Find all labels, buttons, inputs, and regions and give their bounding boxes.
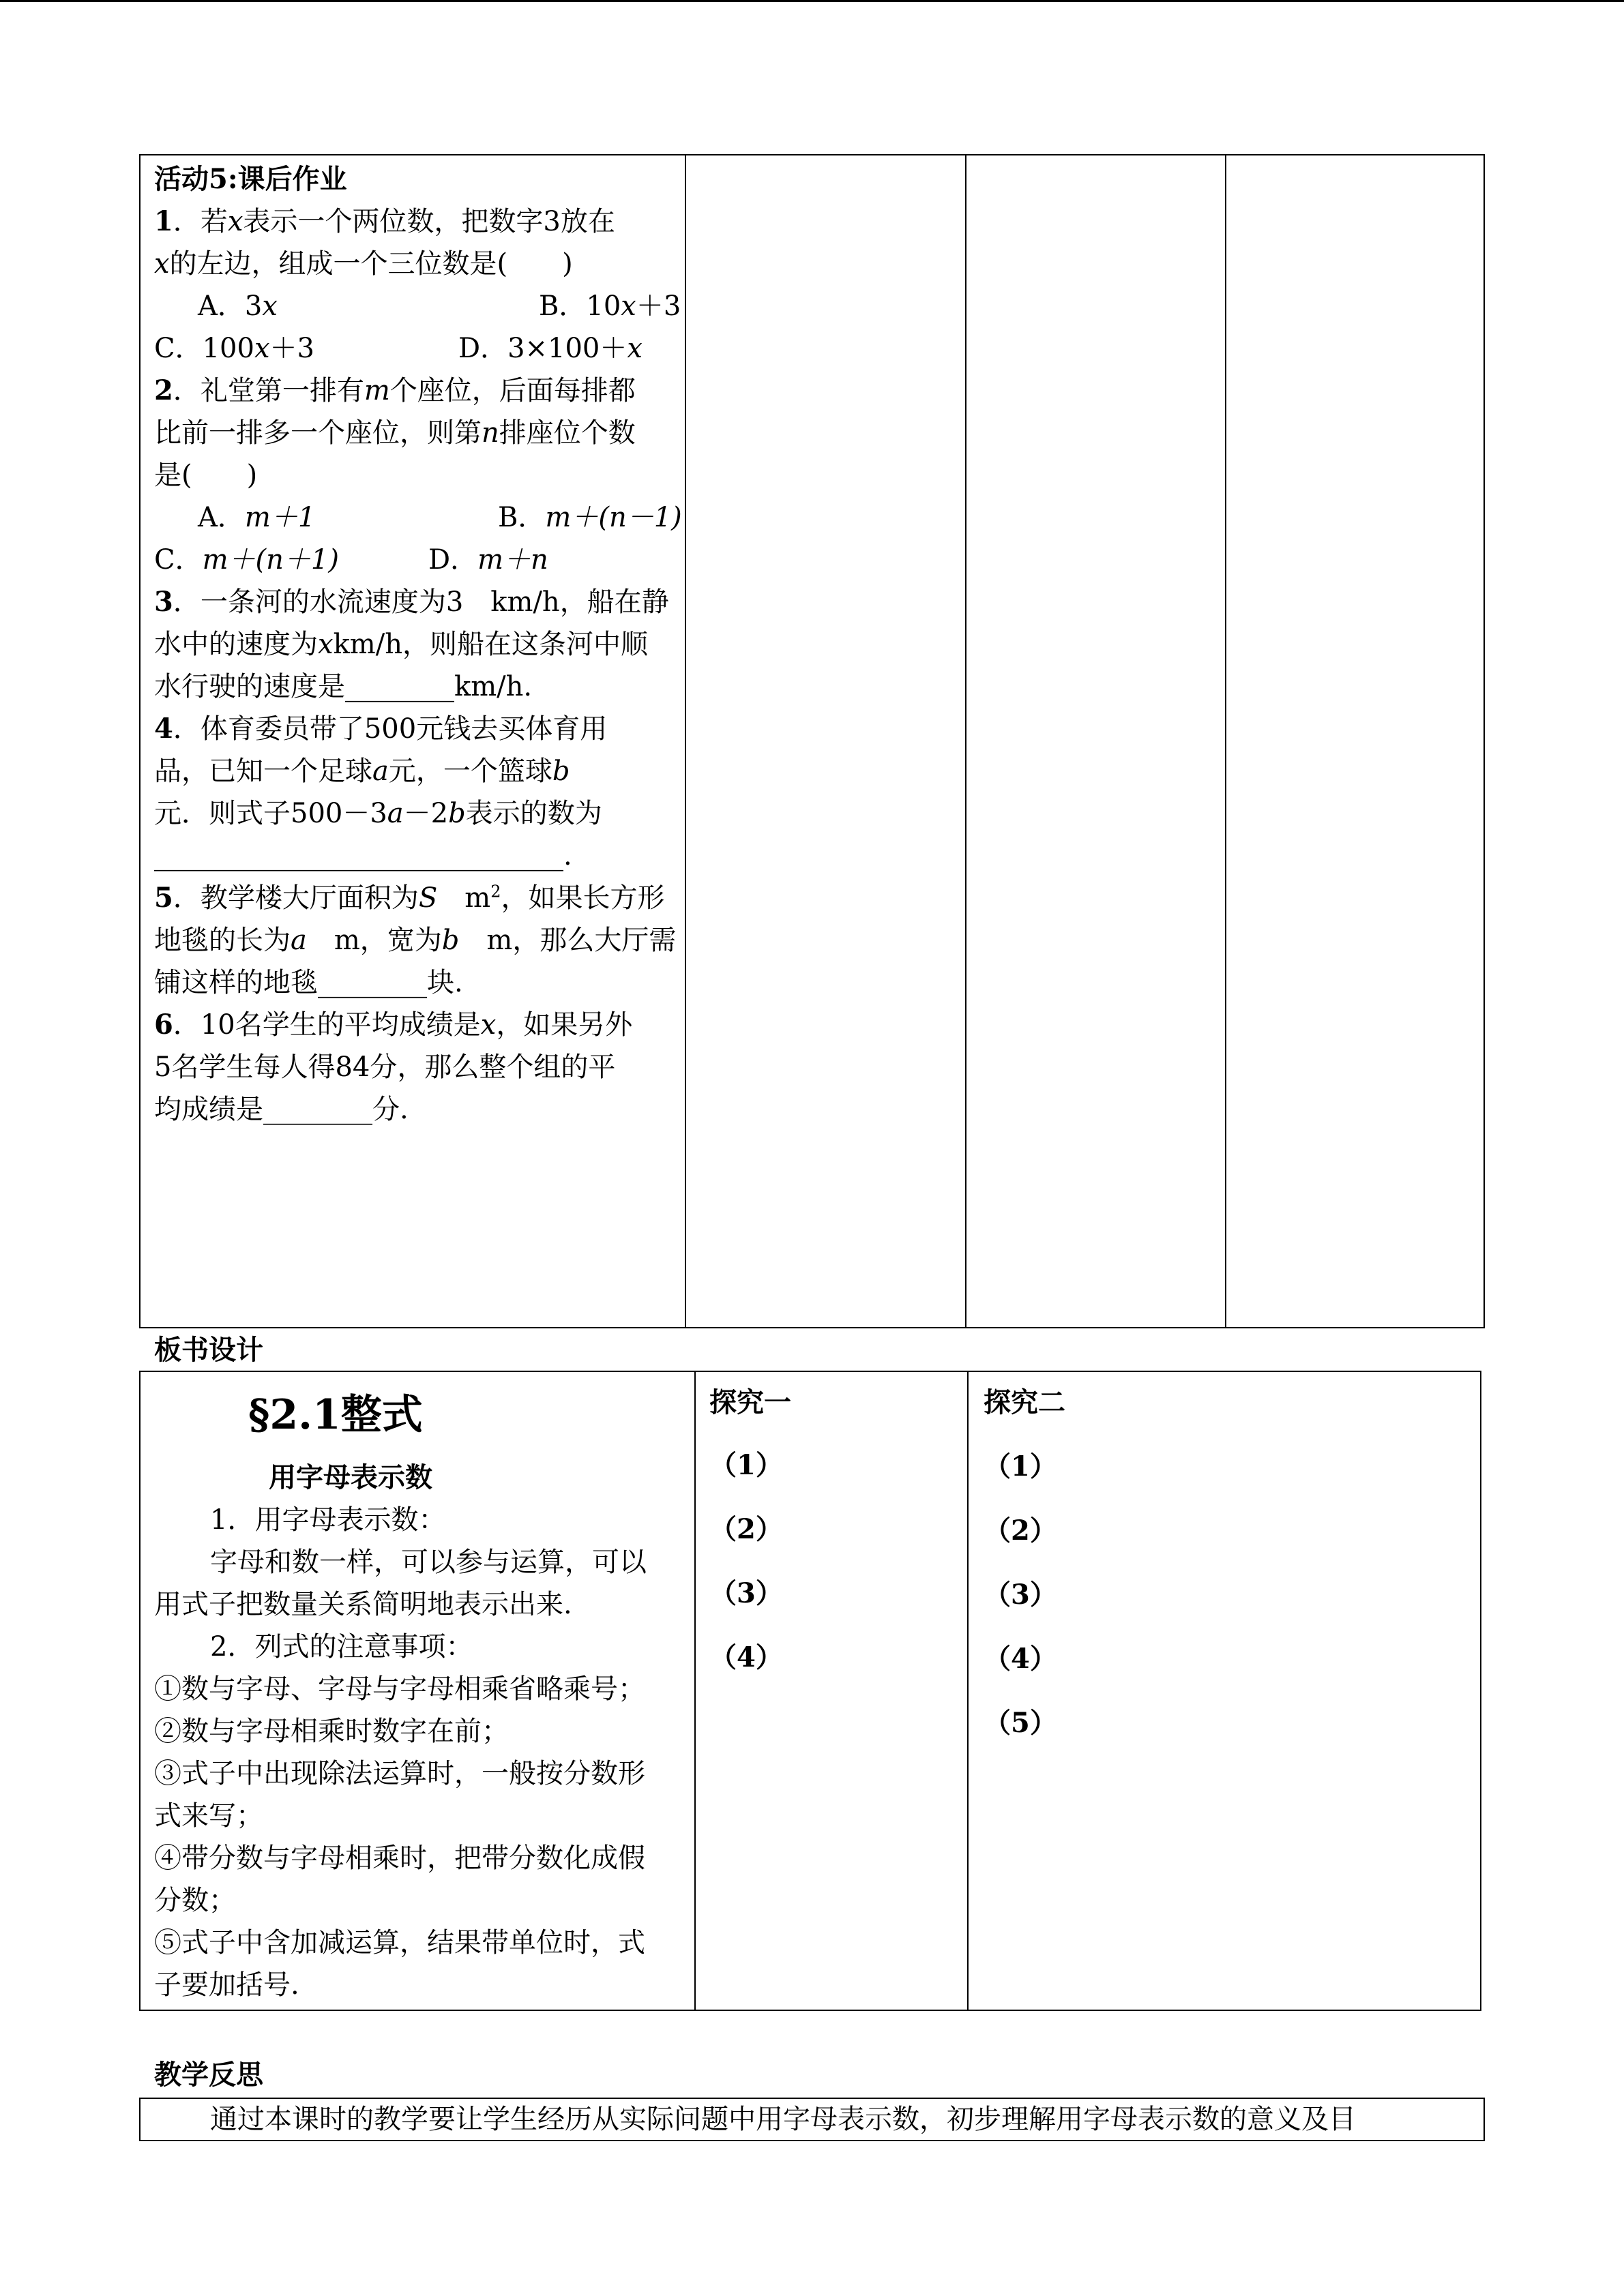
homework-col-divider-2 — [965, 154, 966, 1328]
q6-line2: 5名学生每人得84分，那么整个组的平 — [154, 1052, 616, 1083]
q1-line2: x的左边，组成一个三位数是( ) — [154, 248, 573, 280]
explore-1-item-4: （4） — [709, 1641, 783, 1673]
explore-2-title: 探究二 — [984, 1386, 1065, 1418]
q2-line2: 比前一排多一个座位，则第n排座位个数 — [154, 417, 636, 449]
board-rule-5b: 子要加括号. — [154, 1969, 299, 2001]
explore-1-item-1: （1） — [709, 1449, 783, 1481]
board-point-2: 2．列式的注意事项： — [210, 1631, 473, 1663]
q1-number: 1 — [154, 205, 173, 237]
reflection-text: 通过本课时的教学要让学生经历从实际问题中用字母表示数，初步理解用字母表示数的意义及目 — [210, 2104, 1356, 2135]
board-rule-2: ②数与字母相乘时数字在前； — [154, 1716, 509, 1747]
q1-option-c: C．100x＋3 — [154, 333, 314, 364]
board-subtitle: 用字母表示数 — [269, 1461, 432, 1493]
q4-line2: 品，已知一个足球a元，一个篮球b — [154, 756, 570, 787]
board-col-divider-1 — [694, 1371, 696, 2011]
q3-line3: 水行驶的速度是________km/h. — [154, 671, 533, 702]
q1-option-a: A．3x — [198, 290, 278, 322]
board-rule-3a: ③式子中出现除法运算时，一般按分数形 — [154, 1758, 645, 1789]
q1-line1: 1．若x表示一个两位数，把数字3放在 — [154, 205, 615, 237]
explore-1-item-3: （3） — [709, 1577, 783, 1609]
q6-line1: 6．10名学生的平均成绩是x，如果另外 — [154, 1009, 633, 1041]
board-point-1-detail-a: 字母和数一样，可以参与运算，可以 — [210, 1547, 647, 1578]
reflection-label: 教学反思 — [154, 2059, 263, 2091]
explore-1-title: 探究一 — [709, 1386, 791, 1418]
q4-line3: 元．则式子500－3a－2b表示的数为 — [154, 798, 602, 829]
q2-option-b: B．m＋(n－1) — [498, 502, 682, 533]
q3-line2: 水中的速度为xkm/h，则船在这条河中顺 — [154, 629, 648, 660]
q1-option-b: B．10x＋3 — [539, 290, 681, 322]
q5-line2: 地毯的长为a m，宽为b m，那么大厅需 — [154, 925, 677, 956]
board-col-divider-2 — [967, 1371, 969, 2011]
top-border-line — [0, 0, 1624, 2]
q4-answer-line: ______________________________. — [154, 840, 572, 871]
explore-2-item-4: （4） — [984, 1643, 1057, 1675]
explore-2-item-2: （2） — [984, 1515, 1057, 1547]
q5-line1: 5．教学楼大厅面积为S $m^2$，如果长方形 — [154, 882, 665, 914]
board-rule-3b: 式来写； — [154, 1800, 263, 1832]
explore-2-item-5: （5） — [984, 1707, 1057, 1739]
q2-option-a: A．m＋1 — [198, 502, 316, 533]
board-title: §2.1整式 — [248, 1391, 423, 1439]
q6-line3: 均成绩是________分. — [154, 1094, 409, 1125]
explore-1-item-2: （2） — [709, 1513, 783, 1545]
q6-number: 6 — [154, 1009, 173, 1041]
q4-number: 4 — [154, 713, 173, 745]
q4-line1: 4．体育委员带了500元钱去买体育用 — [154, 713, 608, 745]
q3-line1: 3．一条河的水流速度为3 km/h，船在静 — [154, 586, 669, 618]
explore-2-item-1: （1） — [984, 1450, 1057, 1482]
homework-col-divider-1 — [685, 154, 686, 1328]
board-design-label: 板书设计 — [154, 1334, 263, 1366]
q2-number: 2 — [154, 374, 173, 406]
q2-option-c: C．m＋(n＋1) — [154, 544, 339, 576]
board-rule-5a: ⑤式子中含加减运算，结果带单位时，式 — [154, 1927, 645, 1958]
q2-line1: 2．礼堂第一排有m个座位，后面每排都 — [154, 374, 636, 406]
board-rule-1: ①数与字母、字母与字母相乘省略乘号； — [154, 1673, 645, 1705]
board-rule-4b: 分数； — [154, 1885, 236, 1916]
board-rule-4a: ④带分数与字母相乘时，把带分数化成假 — [154, 1843, 645, 1874]
q3-number: 3 — [154, 586, 173, 618]
board-point-1-detail-b: 用式子把数量关系简明地表示出来. — [154, 1589, 572, 1620]
q1-option-d: D．3×100＋x — [458, 333, 643, 364]
activity-heading: 活动5:课后作业 — [154, 163, 347, 195]
q5-number: 5 — [154, 882, 173, 914]
board-point-1: 1．用字母表示数： — [210, 1504, 446, 1536]
q2-line3: 是( ) — [154, 460, 258, 491]
q5-line3: 铺这样的地毯________块. — [154, 967, 463, 998]
homework-col-divider-3 — [1225, 154, 1226, 1328]
explore-2-item-3: （3） — [984, 1579, 1057, 1611]
q2-option-d: D．m＋n — [428, 544, 548, 576]
